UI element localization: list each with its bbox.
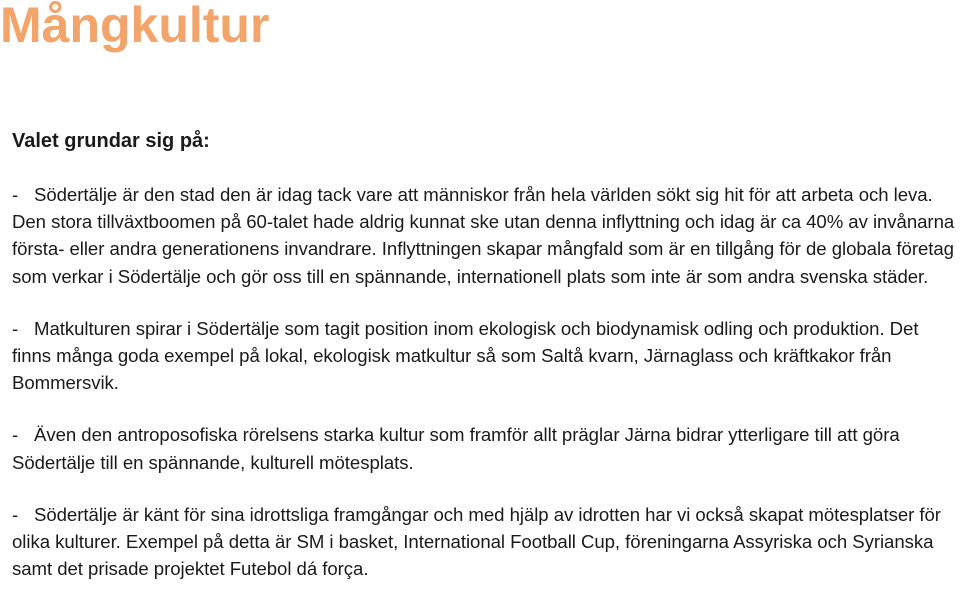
bullet-list xyxy=(12,181,956,607)
bullet-text: Södertälje är den stad den är idag tack vare att människor från hela världen sökt sig hit för att arbeta och leva. Den stora tillväxtboomen på 60-talet hade aldrig kunnat ske utan denna inflyttning och idag är ca 40% av invånarna första- eller andra generationens invandrare. Inflyttningen skapar mångfald som är en tillgång för de globala företag som verkar i Södertälje och gör oss till en spännande, internationell plats som inte är som andra svenska städer. xyxy=(12,184,955,287)
page-title: Mångkultur xyxy=(0,0,270,53)
bullet-marker: - xyxy=(12,503,19,525)
bullet-item-2 xyxy=(12,315,956,397)
bullet-item-3 xyxy=(12,421,956,475)
bullet-text: Södertälje är känt för sina idrottsliga framgångar och med hjälp av idrotten har vi också skapat mötesplatser för olika kulturer. Exempel på detta är SM i basket, International Football Cup, föreningarna Assyriska och Syrianska samt det prisade projektet Futebol dá força. xyxy=(12,503,941,580)
bullet-marker: - xyxy=(12,317,19,339)
bullet-item-4 xyxy=(12,501,956,583)
bullet-text: Även den antroposofiska rörelsens starka kultur som framför allt präglar Järna bidrar ytterligare till att göra Södertälje till en spännande, kulturell mötesplats. xyxy=(12,424,900,473)
section-subtitle: Valet grundar sig på: xyxy=(12,130,210,152)
bullet-text: Matkulturen spirar i Södertälje som tagit position inom ekologisk och biodynamisk odling och produktion. Det finns många goda exempel på lokal, ekologisk matkultur så som Saltå kvarn, Järnaglass och kräftkakor från Bommersvik. xyxy=(12,317,919,394)
bullet-item-1 xyxy=(12,181,956,290)
bullet-marker: - xyxy=(12,184,19,205)
bullet-marker: - xyxy=(12,424,19,446)
